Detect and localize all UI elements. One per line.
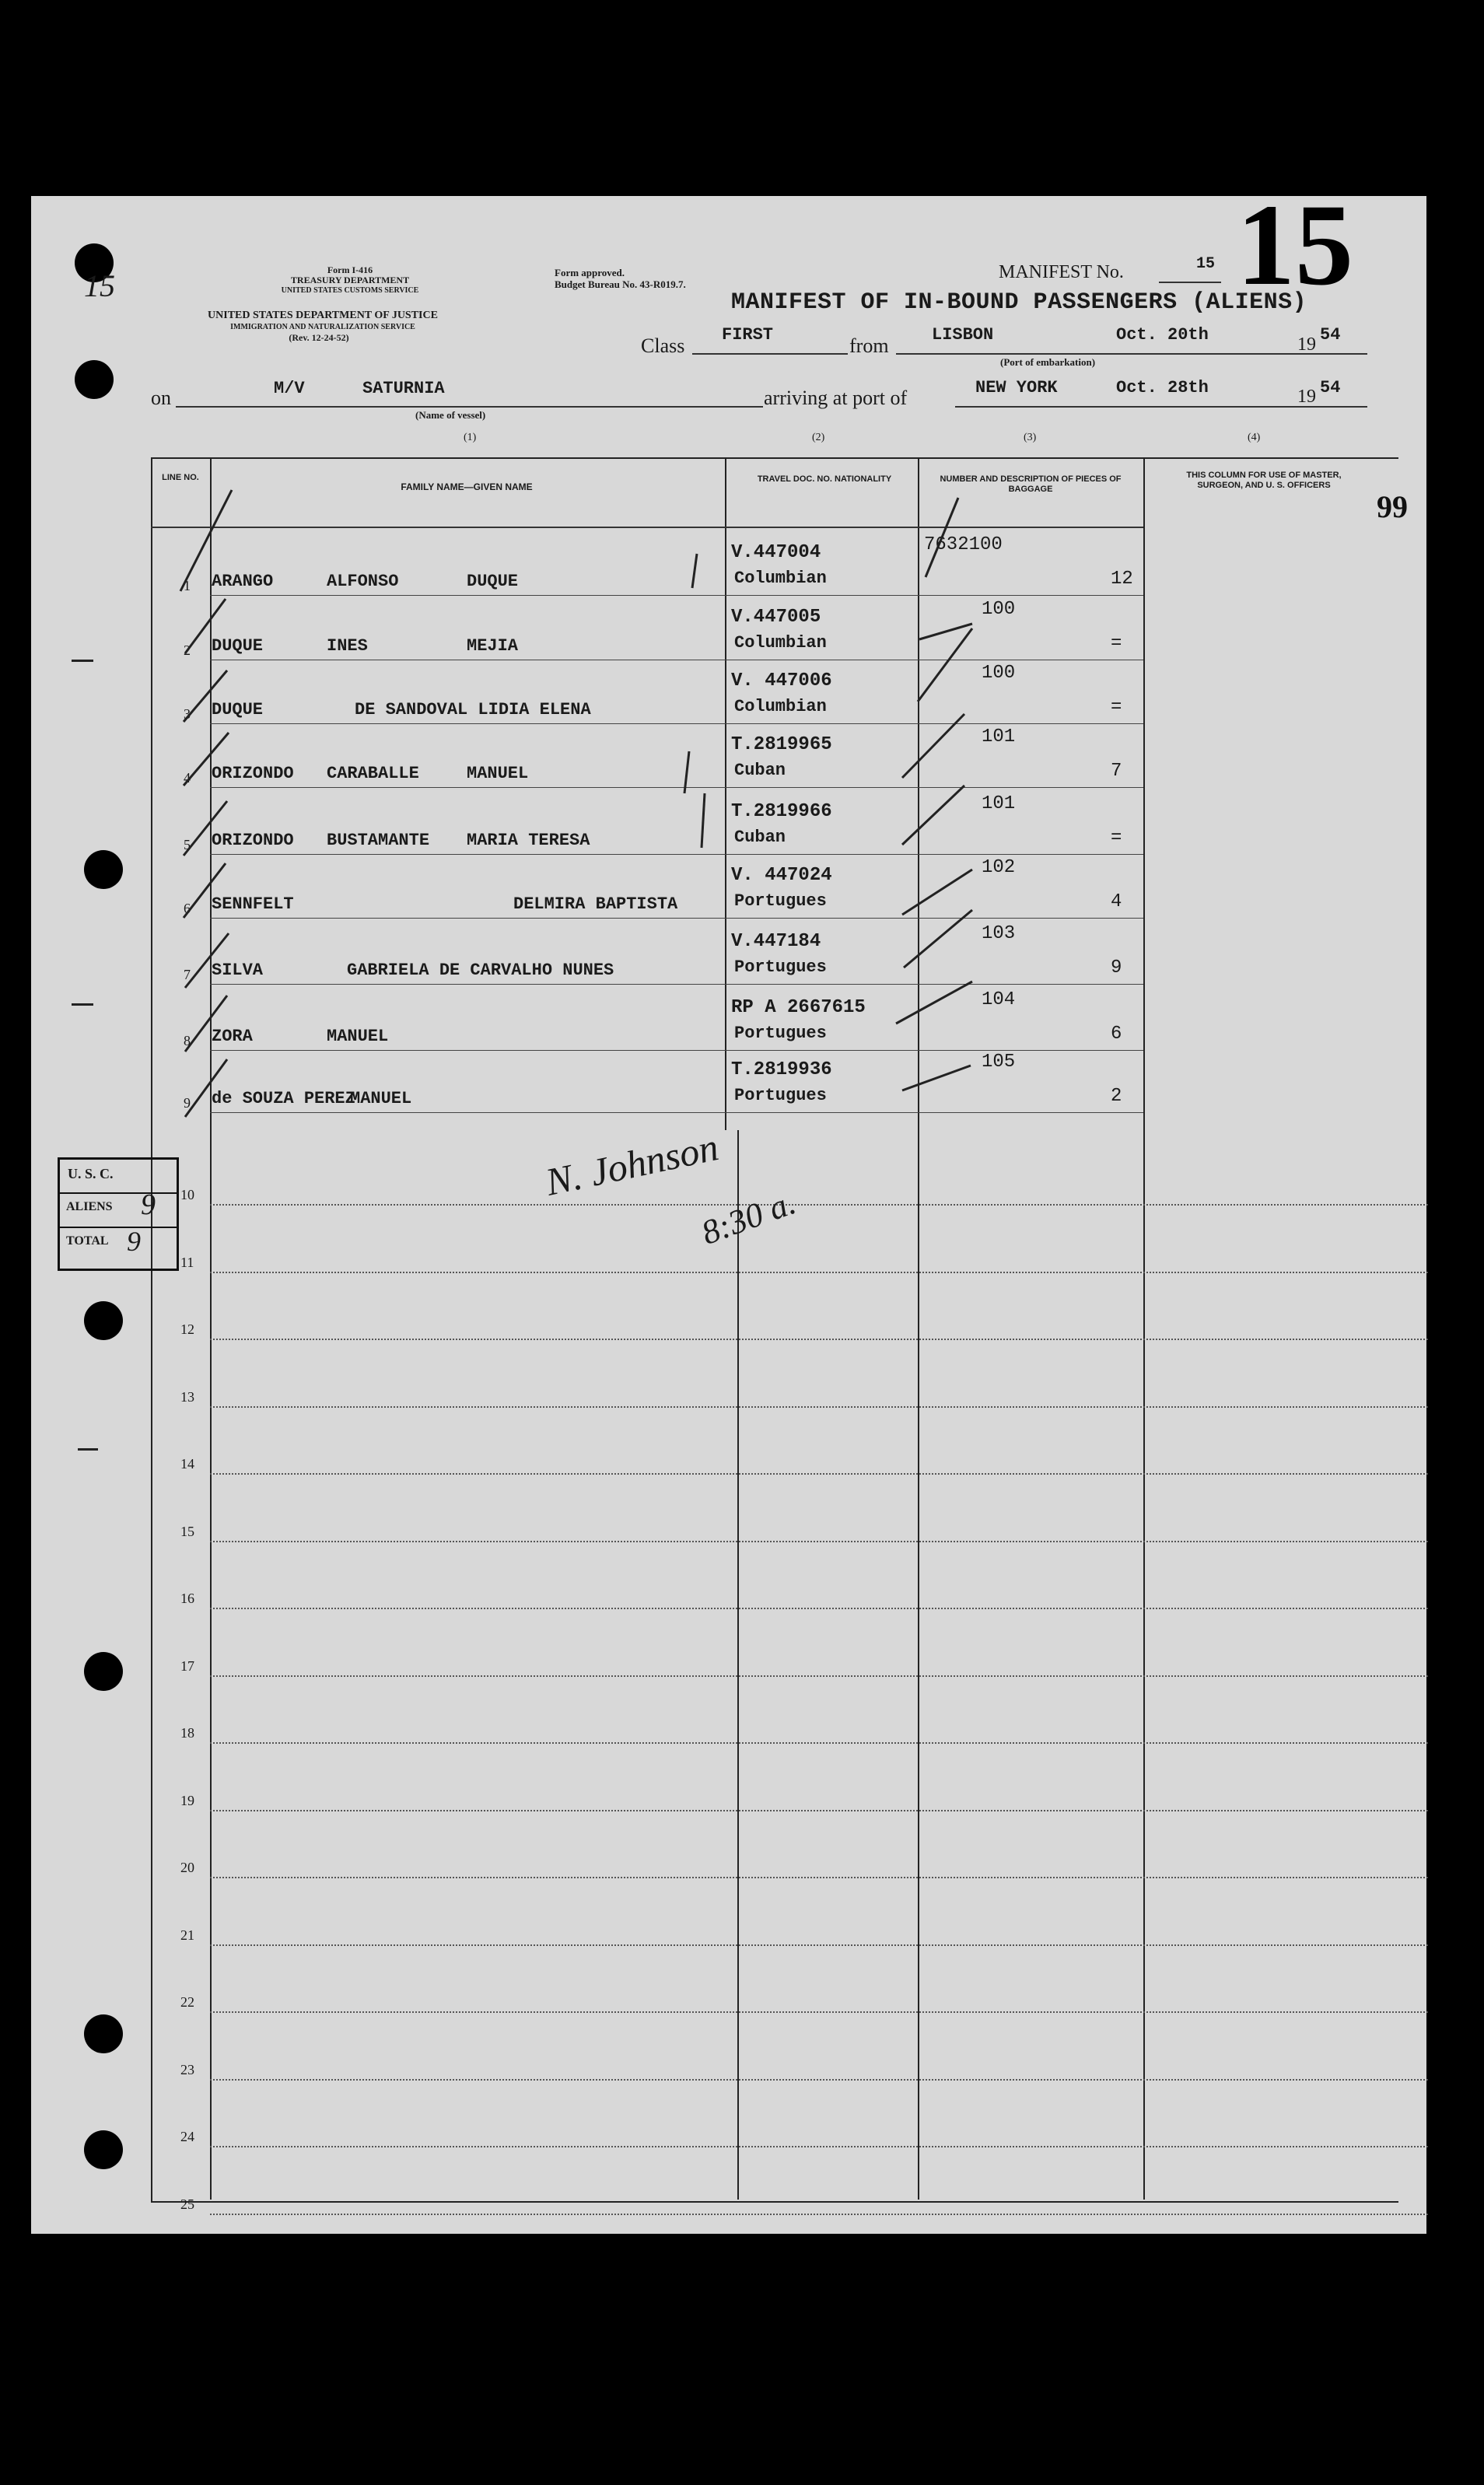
family-name: ZORA (212, 1027, 253, 1046)
checkmark (918, 628, 972, 702)
departure-year: 54 (1320, 325, 1341, 345)
manifest-no-value: 15 (1196, 255, 1216, 273)
vessel-prefix: M/V (274, 379, 305, 398)
line-number: 1 (184, 578, 191, 593)
given-name-2: MEJIA (467, 636, 519, 656)
baggage-count: = (1111, 828, 1122, 849)
checkmark (184, 733, 229, 786)
column-number-4: (4) (1248, 432, 1261, 443)
justice-dept: UNITED STATES DEPARTMENT OF JUSTICE (208, 310, 438, 321)
alien-count-stamp (58, 1157, 179, 1271)
travel-doc-number: V. 447006 (731, 670, 832, 691)
family-name: SILVA (212, 961, 264, 980)
given-name: ALFONSO (327, 572, 399, 591)
embark-port: LISBON (932, 325, 994, 345)
baggage-count: 4 (1111, 891, 1122, 912)
family-name: ARANGO (212, 572, 274, 591)
tick (684, 751, 689, 793)
line-number: 18 (180, 1725, 194, 1741)
travel-doc-number: T.2819936 (731, 1059, 832, 1080)
side-number: 99 (1377, 489, 1408, 524)
form-revision: (Rev. 12-24-52) (289, 332, 349, 343)
baggage-count: = (1111, 697, 1122, 718)
column-number-2: (2) (812, 432, 825, 443)
family-name: DUQUE (212, 700, 264, 719)
line-number: 25 (180, 2196, 194, 2212)
travel-doc-number: V.447005 (731, 607, 821, 628)
treasury-dept: TREASURY DEPARTMENT (290, 275, 410, 285)
customs-service: UNITED STATES CUSTOMS SERVICE (281, 286, 419, 295)
checkmark (184, 670, 227, 722)
baggage-count: 6 (1111, 1024, 1122, 1045)
nationality: Portugues (734, 1024, 827, 1043)
baggage-number: 101 (982, 726, 1016, 747)
nationality: Portugues (734, 957, 827, 977)
nationality: Cuban (734, 828, 786, 847)
page-title: MANIFEST OF IN-BOUND PASSENGERS (ALIENS) (731, 289, 1307, 316)
column-number-1: (1) (464, 432, 477, 443)
arriving-label: arriving at port of (764, 387, 908, 409)
line-number: 8 (184, 1033, 191, 1048)
family-name: ORIZONDO (212, 764, 294, 783)
checkmark (185, 1059, 227, 1117)
given-name: CARABALLE (327, 764, 419, 783)
line-number: 9 (184, 1095, 191, 1111)
stamp-aliens-count: 9 (141, 1188, 156, 1221)
line-number: 23 (180, 2061, 194, 2077)
stamp-line-usc: U. S. C. (68, 1166, 114, 1181)
travel-doc-number: V.447184 (731, 931, 821, 952)
line-number: 3 (184, 706, 191, 722)
vessel-name: SATURNIA (362, 379, 445, 398)
nationality: Portugues (734, 891, 827, 911)
given-name: INES (327, 636, 368, 656)
nationality: Columbian (734, 633, 827, 653)
checkmark (184, 801, 227, 856)
checkmark (902, 1066, 971, 1090)
tick (702, 793, 705, 848)
departure-date: Oct. 20th (1116, 325, 1209, 345)
baggage-count: 12 (1111, 569, 1133, 590)
line-number: 13 (180, 1388, 194, 1405)
nationality: Columbian (734, 569, 827, 588)
from-label: from (849, 334, 889, 357)
given-name: BUSTAMANTE (327, 831, 430, 850)
nationality: Columbian (734, 697, 827, 716)
line-number: 6 (184, 901, 191, 916)
baggage-number: 100 (982, 663, 1016, 684)
travel-doc-number: RP A 2667615 (731, 997, 866, 1018)
stamp-divider (60, 1192, 177, 1194)
checkmark (902, 714, 964, 778)
col-header-baggage: NUMBER AND DESCRIPTION OF PIECES OF BAGGAGE (940, 474, 1122, 494)
checkmark (180, 490, 232, 591)
column-number-3: (3) (1024, 432, 1037, 443)
checkmark (185, 996, 227, 1052)
baggage-number: 103 (982, 923, 1016, 944)
family-name: SENNFELT (212, 894, 294, 914)
baggage-count: 9 (1111, 957, 1122, 978)
budget-bureau: Budget Bureau No. 43-R019.7. (555, 278, 686, 290)
form-approved: Form approved. (555, 267, 625, 278)
line-number: 16 (180, 1591, 194, 1606)
family-name: ORIZONDO (212, 831, 294, 850)
baggage-count: = (1111, 633, 1122, 654)
given-name-2: MANUEL (467, 764, 529, 783)
baggage-count: 7 (1111, 761, 1122, 782)
arrival-year-prefix: 19 (1297, 387, 1316, 407)
baggage-number: 100 (982, 599, 1016, 620)
travel-doc-number: V. 447024 (731, 865, 832, 886)
on-label: on (151, 387, 171, 409)
line-number: 5 (184, 837, 191, 852)
stamp-label-total: TOTAL (66, 1234, 109, 1248)
line-number: 14 (180, 1456, 194, 1472)
given-name-2: DELMIRA BAPTISTA (513, 894, 678, 914)
checkmark (904, 910, 972, 968)
checkmark (902, 870, 972, 915)
stamp-total-count: 9 (127, 1226, 141, 1257)
baggage-number: 105 (982, 1052, 1016, 1073)
col-header-line: LINE NO. (162, 473, 199, 482)
baggage-count: 2 (1111, 1086, 1122, 1107)
line-number: 4 (184, 770, 191, 786)
given-name: GABRIELA DE CARVALHO NUNES (347, 961, 614, 980)
ins-service: IMMIGRATION AND NATURALIZATION SERVICE (230, 323, 415, 331)
class-value: FIRST (722, 325, 774, 345)
line-number: 21 (180, 1927, 194, 1943)
line-number: 2 (184, 642, 191, 658)
line-number: 19 (180, 1792, 194, 1808)
family-name: DUQUE (212, 636, 264, 656)
checkmark (185, 599, 226, 653)
col-header-officers: THIS COLUMN FOR USE OF MASTER, SURGEON, AND U. S. OFFICERS (1186, 471, 1342, 490)
given-name: MANUEL (350, 1089, 412, 1108)
checkmark (896, 982, 972, 1024)
given-name-2: DUQUE (467, 572, 519, 591)
col-header-travel: TRAVEL DOC. NO. NATIONALITY (757, 474, 892, 484)
margin-note: 15 (84, 268, 115, 303)
travel-doc-number: T.2819966 (731, 801, 832, 822)
travel-doc-number: V.447004 (731, 542, 821, 563)
checkmark (184, 863, 226, 918)
arrival-date: Oct. 28th (1116, 378, 1209, 397)
given-name: DE SANDOVAL LIDIA ELENA (355, 700, 591, 719)
tick (692, 554, 697, 588)
line-number: 12 (180, 1321, 194, 1337)
line-number: 10 (180, 1187, 194, 1202)
line-number: 17 (180, 1657, 194, 1674)
port-embarkation-label: (Port of embarkation) (1000, 356, 1096, 368)
manifest-big-number: 15 (1237, 180, 1353, 310)
checkmark (926, 498, 958, 577)
form-number: Form I-416 (327, 264, 373, 275)
class-label: Class (641, 334, 685, 357)
checkmark (185, 933, 229, 988)
stamp-label-aliens: ALIENS (66, 1200, 113, 1213)
checkmark (902, 786, 964, 845)
given-name: MANUEL (327, 1027, 389, 1046)
departure-year-prefix: 19 (1297, 334, 1316, 355)
handwritten-time: 8:30 a. (696, 1183, 801, 1252)
baggage-number: 7632100 (924, 534, 1003, 555)
line-number: 22 (180, 1994, 194, 2010)
baggage-number: 104 (982, 989, 1016, 1010)
line-number: 20 (180, 1860, 194, 1875)
line-number: 15 (180, 1523, 194, 1539)
checkmark (919, 624, 972, 639)
stamp-divider (60, 1227, 177, 1228)
line-number: 11 (180, 1254, 194, 1270)
manifest-no-label: MANIFEST No. (999, 262, 1124, 282)
nationality: Portugues (734, 1086, 827, 1105)
vessel-name-label: (Name of vessel) (415, 409, 486, 421)
travel-doc-number: T.2819965 (731, 734, 832, 755)
line-number: 7 (184, 967, 191, 982)
arrival-port: NEW YORK (975, 378, 1058, 397)
line-number: 24 (180, 2129, 194, 2144)
col-header-name: FAMILY NAME—GIVEN NAME (401, 481, 533, 492)
family-name: de SOUZA PEREZ (212, 1089, 355, 1108)
baggage-number: 102 (982, 857, 1016, 878)
officer-signature: N. Johnson (541, 1125, 723, 1204)
given-name-2: MARIA TERESA (467, 831, 590, 850)
baggage-number: 101 (982, 793, 1016, 814)
nationality: Cuban (734, 761, 786, 780)
arrival-year: 54 (1320, 378, 1341, 397)
